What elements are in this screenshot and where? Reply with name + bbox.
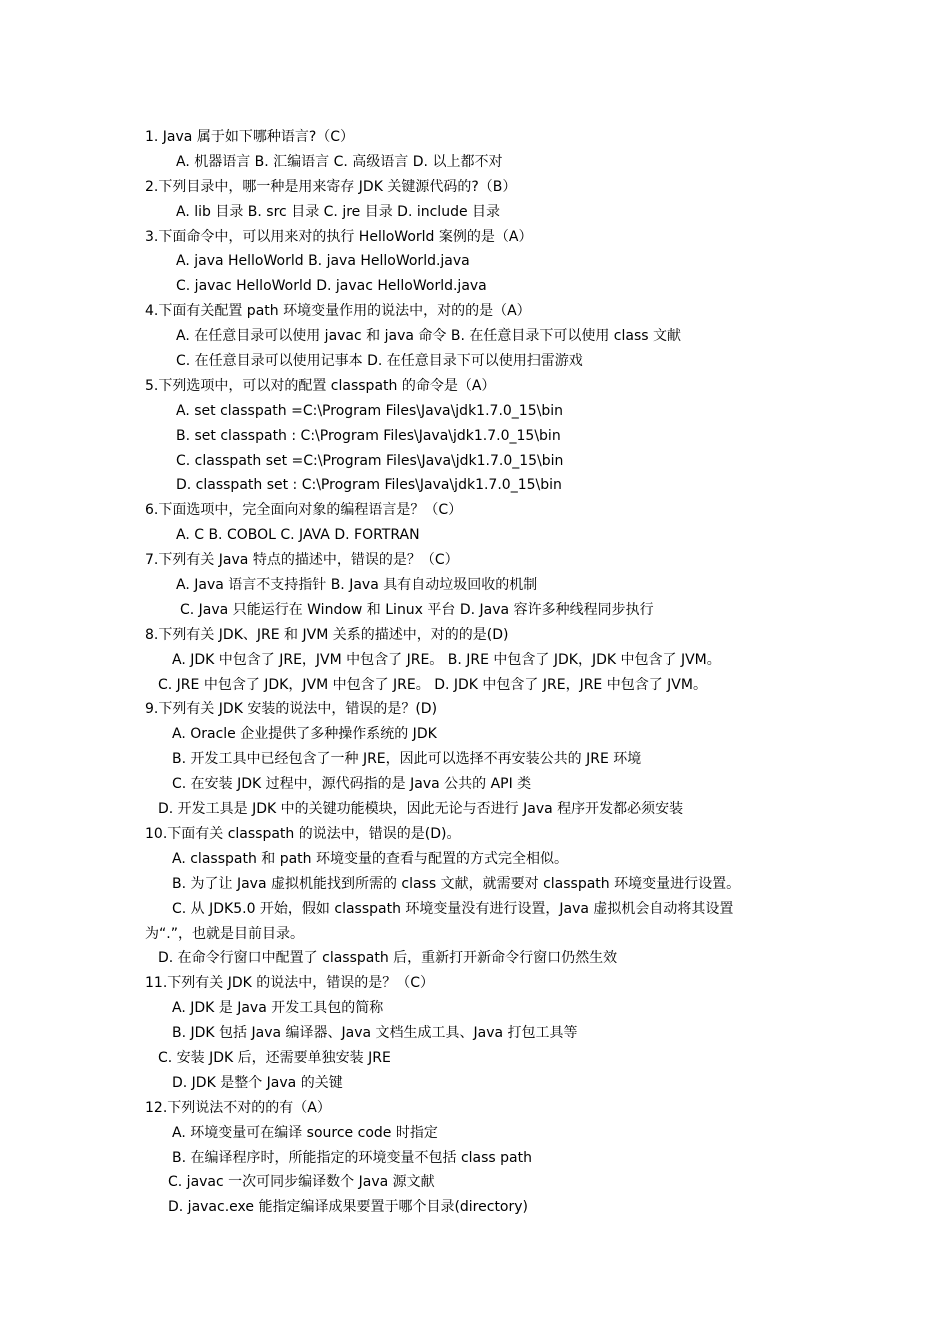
question-line [0,697,950,722]
question-list [0,125,950,1220]
option-line [0,473,950,498]
option-line [0,249,950,274]
line-text: C. JRE 中包含了 JDK，JVM 中包含了 JRE。 D. JDK 中包含了 JRE，JRE 中包含了 JVM。 [158,676,707,693]
line-text: A. 在任意目录可以使用 javac 和 java 命令 B. 在任意目录下可以使用 class 文献 [176,328,682,345]
option-line [0,946,950,971]
option-line [0,847,950,872]
line-text: D. javac.exe 能指定编译成果要置于哪个目录(directory) [168,1199,529,1216]
option-line [0,772,950,797]
line-text: 10.下面有关 classpath 的说法中，错误的是(D)。 [145,825,461,842]
line-text: 1. Java 属于如下哪种语言?（C） [145,129,355,145]
line-text: 3.下面命令中，可以用来对的执行 HelloWorld 案例的是（A） [145,228,533,245]
line-text: A. Oracle 企业提供了多种操作系统的 JDK [172,726,437,743]
question-line [0,299,950,324]
option-line [0,573,950,598]
line-text: 9.下列有关 JDK 安装的说法中，错误的是？(D) [145,701,438,718]
line-text: A. lib 目录 B. src 目录 C. jre 目录 D. include 目录 [176,203,501,220]
option-line [0,1121,950,1146]
option-line [0,1071,950,1096]
option-line [0,399,950,424]
line-text: A. JDK 中包含了 JRE，JVM 中包含了 JRE。 B. JRE 中包含了 JDK，JDK 中包含了 JVM。 [172,651,721,668]
question-line [0,225,950,250]
question-line [0,971,950,996]
option-line [0,922,950,947]
line-text: C. 在安装 JDK 过程中，源代码指的是 Java 公共的 API 类 [172,776,532,793]
option-line [0,996,950,1021]
line-text: D. 开发工具是 JDK 中的关键功能模块，因此无论与否进行 Java 程序开发都必须安装 [158,801,684,818]
option-line [0,1046,950,1071]
line-text: B. 在编译程序时，所能指定的环境变量不包括 class path [172,1149,532,1166]
line-text: 12.下列说法不对的的有（A） [145,1099,331,1116]
line-text: A. classpath 和 path 环境变量的查看与配置的方式完全相似。 [172,850,568,867]
line-text: A. C B. COBOL C. JAVA D. FORTRAN [176,527,420,544]
line-text: C. Java 只能运行在 Window 和 Linux 平台 D. Java 容许多种线程同步执行 [180,601,654,618]
question-line [0,374,950,399]
line-text: 8.下列有关 JDK、JRE 和 JVM 关系的描述中，对的的是(D) [145,626,509,643]
line-text: 为“.”，也就是目前目录。 [145,925,304,942]
option-line [0,349,950,374]
option-line [0,449,950,474]
line-text: D. classpath set : C:\Program Files\Java\jdk1.7.0_15\bin [176,477,562,494]
option-line [0,1170,950,1195]
line-text: 5.下列选项中，可以对的配置 classpath 的命令是（A） [145,377,496,394]
option-line [0,150,950,175]
line-text: 7.下列有关 Java 特点的描述中，错误的是？（C） [145,552,459,569]
option-line [0,200,950,225]
line-text: C. javac HelloWorld D. javac HelloWorld.java [176,278,487,295]
question-line [0,623,950,648]
line-text: C. 安装 JDK 后，还需要单独安装 JRE [158,1049,391,1066]
option-line [0,872,950,897]
option-line [0,1021,950,1046]
option-line [0,274,950,299]
line-text: A. set classpath =C:\Program Files\Java\jdk1.7.0_15\bin [176,402,563,419]
line-text: 6.下面选项中，完全面向对象的编程语言是？（C） [145,502,463,519]
option-line [0,797,950,822]
line-text: A. JDK 是 Java 开发工具包的简称 [172,1000,384,1017]
question-line [0,1096,950,1121]
option-line [0,324,950,349]
question-line [0,175,950,200]
line-text: D. 在命令行窗口中配置了 classpath 后，重新打开新命令行窗口仍然生效 [158,950,618,967]
line-text: B. 开发工具中已经包含了一种 JRE，因此可以选择不再安装公共的 JRE 环境 [172,751,642,768]
line-text: C. 在任意目录可以使用记事本 D. 在任意目录下可以使用扫雷游戏 [176,353,583,370]
line-text: 2.下列目录中，哪一种是用来寄存 JDK 关键源代码的?（B） [145,178,517,195]
option-line [0,598,950,623]
line-text: A. java HelloWorld B. java HelloWorld.java [176,253,470,270]
option-line [0,523,950,548]
line-text: C. classpath set =C:\Program Files\Java\jdk1.7.0_15\bin [176,452,564,469]
line-text: C. javac 一次可同步编译数个 Java 源文献 [168,1174,435,1191]
question-line [0,548,950,573]
option-line [0,897,950,922]
option-line [0,722,950,747]
line-text: 11.下列有关 JDK 的说法中，错误的是？（C） [145,975,435,992]
line-text: D. JDK 是整个 Java 的关键 [172,1074,343,1091]
line-text: 4.下面有关配置 path 环境变量作用的说法中，对的的是（A） [145,303,531,320]
line-text: A. 环境变量可在编译 source code 时指定 [172,1124,438,1141]
question-line [0,498,950,523]
line-text: A. 机器语言 B. 汇编语言 C. 高级语言 D. 以上都不对 [176,153,503,170]
option-line [0,648,950,673]
line-text: B. JDK 包括 Java 编译器、Java 文档生成工具、Java 打包工具等 [172,1025,578,1042]
option-line [0,1195,950,1220]
line-text: B. 为了让 Java 虚拟机能找到所需的 class 文献，就需要对 classpath 环境变量进行设置。 [172,875,741,892]
question-line [0,822,950,847]
line-text: C. 从 JDK5.0 开始，假如 classpath 环境变量没有进行设置，Java 虚拟机会自动将其设置 [172,900,734,917]
option-line [0,424,950,449]
option-line [0,673,950,698]
line-text: B. set classpath : C:\Program Files\Java\jdk1.7.0_15\bin [176,427,561,444]
option-line [0,1146,950,1171]
option-line [0,747,950,772]
line-text: A. Java 语言不支持指针 B. Java 具有自动垃圾回收的机制 [176,577,538,594]
question-line [0,125,950,150]
